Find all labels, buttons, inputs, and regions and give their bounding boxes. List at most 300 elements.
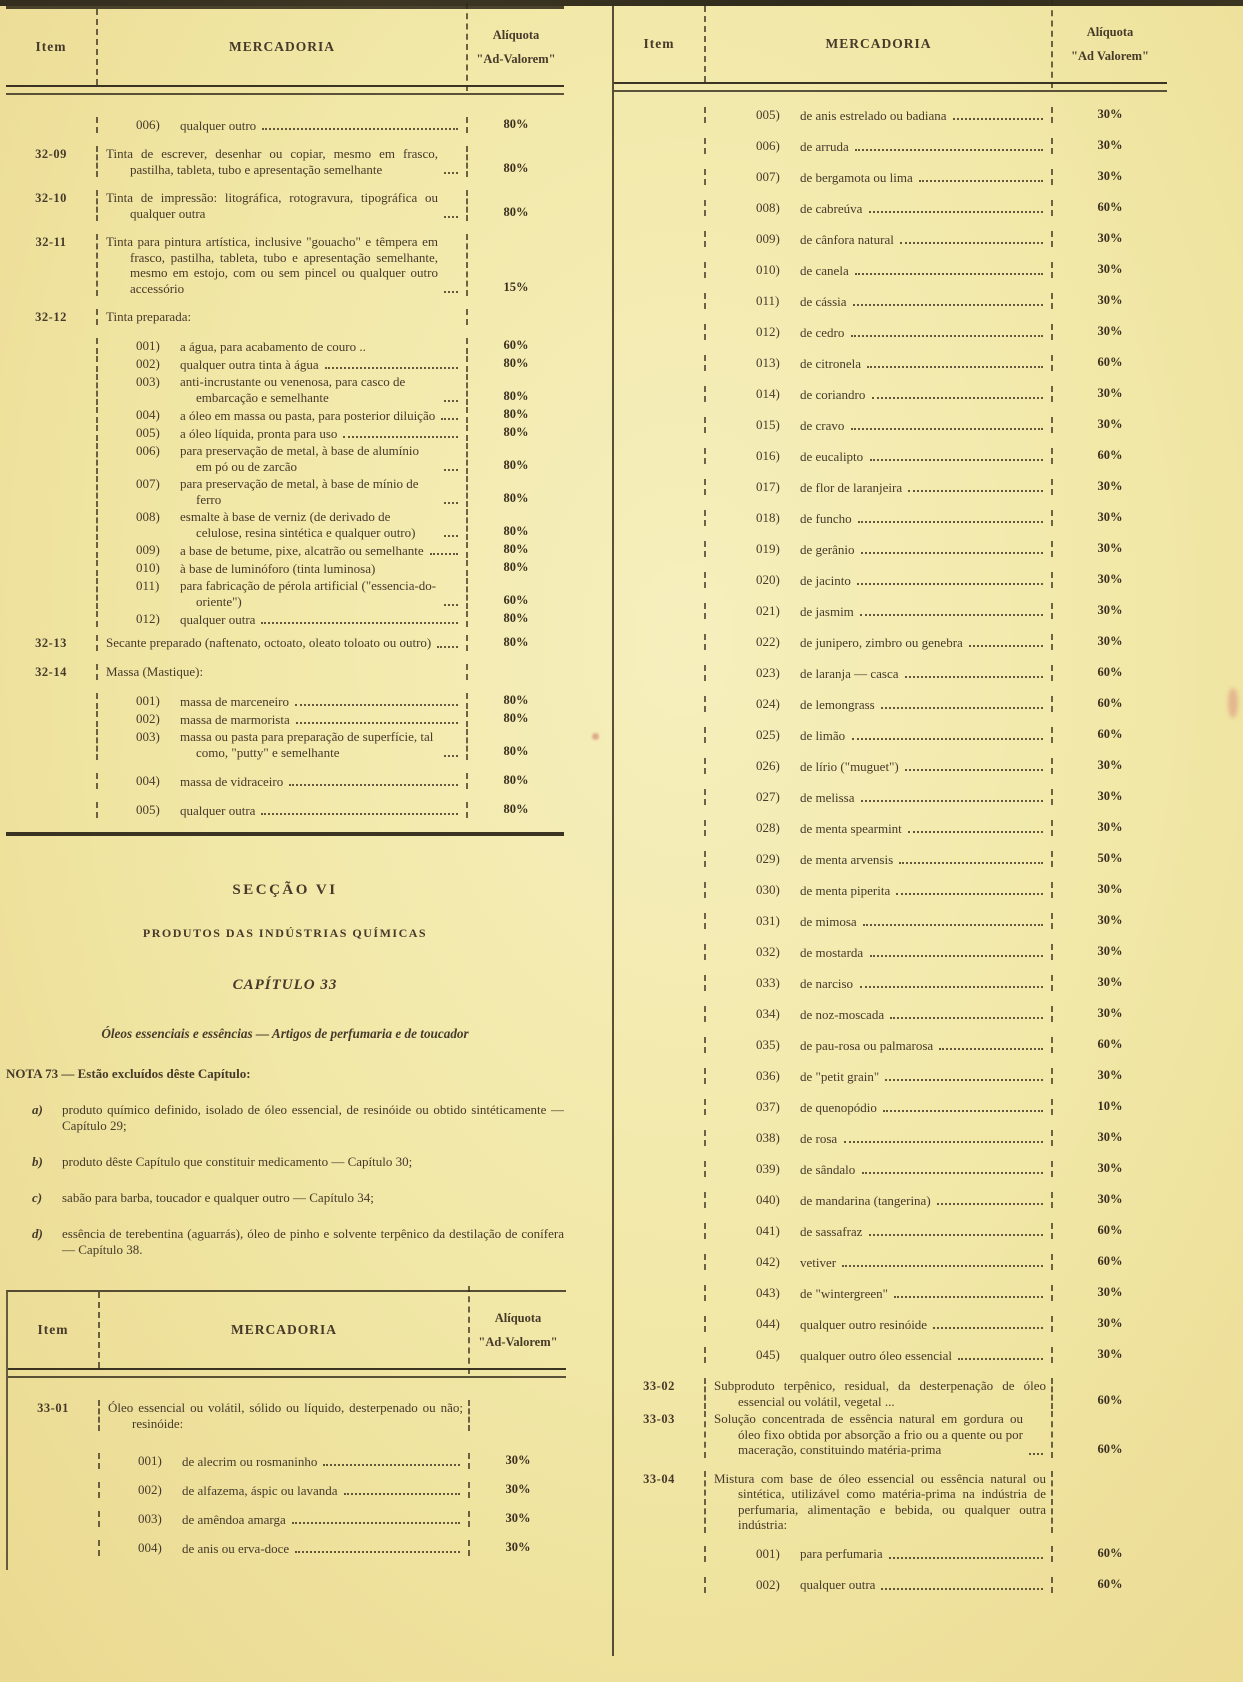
sub-item-code: 038) [756, 1130, 780, 1145]
rate-value: 80% [466, 476, 564, 507]
description-line [800, 262, 1046, 278]
table-row [614, 975, 1167, 991]
table-row [614, 1037, 1167, 1053]
table-row [614, 572, 1167, 588]
description-text: de arruda [800, 138, 849, 154]
description-cell [706, 1037, 1051, 1053]
rate-value: 60% [1051, 696, 1167, 712]
item-code [614, 1316, 706, 1332]
sub-item-code: 004) [136, 773, 160, 788]
table-row [614, 727, 1167, 743]
rate-value: 30% [468, 1540, 566, 1556]
rate-value: 30% [1051, 944, 1167, 960]
description-cell [706, 1411, 1051, 1458]
description-cell [706, 634, 1051, 650]
header-item-label: Item [35, 39, 67, 54]
sub-item-code: 043) [756, 1285, 780, 1300]
dotted-leader [900, 242, 1043, 244]
section-heading: SECÇÃO VI [232, 882, 338, 898]
sub-item-code: 017) [756, 479, 780, 494]
description-cell [706, 1285, 1051, 1301]
description-cell [706, 1192, 1051, 1208]
item-code [614, 1347, 706, 1363]
description-line [800, 572, 1046, 588]
rate-value [466, 309, 564, 325]
description-text: de limão [800, 727, 846, 743]
rate-value: 60% [466, 578, 564, 609]
rate-value: 10% [1051, 1099, 1167, 1115]
description-cell [706, 1577, 1051, 1593]
description-text: a base de betume, pixe, alcatrão ou semelhante [180, 542, 424, 558]
item-code: 32-10 [6, 190, 98, 221]
nota-item-a [6, 1102, 564, 1134]
item-code [8, 1540, 100, 1556]
description-text: de flor de laranjeira [800, 479, 903, 495]
table-row [614, 510, 1167, 526]
rate-value: 30% [1051, 603, 1167, 619]
item-code [8, 1482, 100, 1498]
item-code [8, 1511, 100, 1527]
header-item-label: Item [643, 36, 675, 51]
nota-item-letter: c) [32, 1190, 43, 1205]
description-line [800, 510, 1046, 526]
description-text: para preservação de metal, à base de alumínio em pó ou de zarcão [180, 443, 419, 474]
description-cell [706, 541, 1051, 557]
description-text: de canela [800, 262, 849, 278]
description-text: de laranja — casca [800, 665, 899, 681]
description-cell [98, 611, 466, 627]
table-row [614, 1068, 1167, 1084]
sub-item-code: 022) [756, 634, 780, 649]
nota-item-letter: d) [32, 1226, 43, 1241]
sub-item-code: 001) [138, 1453, 162, 1468]
description-line [800, 200, 1046, 216]
dotted-leader [296, 722, 458, 724]
header-mercadoria-label: MERCADORIA [825, 36, 932, 51]
description-text: de cedro [800, 324, 845, 340]
dotted-leader [860, 614, 1043, 616]
description-text: de menta spearmint [800, 820, 902, 836]
sub-item-code: 002) [138, 1482, 162, 1497]
item-code [6, 693, 98, 709]
description-cell [706, 169, 1051, 185]
table-body [614, 107, 1167, 1607]
description-cell [98, 407, 466, 423]
item-code [614, 1192, 706, 1208]
sub-item-code: 011) [756, 293, 780, 308]
table-row-item [614, 1471, 1167, 1533]
item-code [614, 1161, 706, 1177]
table-row [614, 200, 1167, 216]
dotted-leader [883, 1110, 1043, 1112]
dotted-leader [861, 552, 1043, 554]
description-cell [706, 1006, 1051, 1022]
dotted-leader [860, 986, 1043, 988]
sub-item-code: 015) [756, 417, 780, 432]
description-line [800, 1285, 1046, 1301]
rate-value: 30% [1051, 479, 1167, 495]
header-aliquota-cell [466, 3, 564, 91]
description-line [800, 107, 1046, 123]
description-text: a óleo em massa ou pasta, para posterior diluição [180, 407, 436, 423]
description-line [106, 190, 461, 221]
description-line [106, 234, 461, 296]
table-row [8, 1511, 566, 1527]
sub-item-code: 034) [756, 1006, 780, 1021]
table-row [614, 1192, 1167, 1208]
description-line [800, 231, 1046, 247]
sub-item-code: 009) [756, 231, 780, 246]
description-line [800, 448, 1046, 464]
description-text: Secante preparado (naftenato, octoato, oleato toloato ou outro) [106, 635, 432, 650]
table-row [6, 374, 564, 405]
description-line [800, 1006, 1046, 1022]
nota-item-text: produto químico definido, isolado de óleo essencial, de resinóide ou obtido sintéticamente — Capítulo 29; [62, 1102, 564, 1133]
description-cell [98, 338, 466, 354]
description-line [180, 407, 461, 423]
header-aliquota-cell [468, 1286, 566, 1374]
table-row [6, 693, 564, 709]
description-text: de cabreúva [800, 200, 863, 216]
sub-item-code: 008) [136, 509, 160, 524]
dotted-leader [444, 291, 458, 293]
item-code [6, 374, 98, 405]
rate-value: 30% [1051, 913, 1167, 929]
sub-item-code: 005) [136, 802, 160, 817]
rate-value: 30% [1051, 1285, 1167, 1301]
sub-item-code: 018) [756, 510, 780, 525]
description-line [800, 1161, 1046, 1177]
dotted-leader [890, 1017, 1043, 1019]
description-text: para fabricação de pérola artificial ("essencia-do-oriente") [180, 578, 437, 609]
rate-value: 60% [1051, 1223, 1167, 1239]
rate-value: 60% [1051, 1411, 1167, 1458]
item-code [614, 944, 706, 960]
dotted-leader [437, 646, 458, 648]
description-cell [706, 1223, 1051, 1239]
tariff-table-lower-left [6, 1290, 566, 1570]
rate-value: 60% [1051, 448, 1167, 464]
dotted-leader [867, 366, 1043, 368]
nota-item-d [6, 1226, 564, 1258]
table-row [614, 882, 1167, 898]
item-code [614, 231, 706, 247]
description-text: Tinta de impressão: litográfica, rotogravura, tipográfica ou qualquer outra [106, 190, 438, 221]
description-line [800, 1316, 1046, 1332]
item-code: 32-09 [6, 146, 98, 177]
description-text: de anis estrelado ou badiana [800, 107, 947, 123]
sub-item-code: 031) [756, 913, 780, 928]
table-row [614, 448, 1167, 464]
item-code [6, 117, 98, 133]
dotted-leader [896, 893, 1043, 895]
dotted-leader [899, 862, 1043, 864]
sub-item-code: 006) [756, 138, 780, 153]
description-text: Mistura com base de óleo essencial ou essência natural ou sintética, utilizável como matéria-prima na indústria de perfumaria, alimentação e bebida, ou qualquer outra indústria: [714, 1470, 1046, 1532]
sub-item-code: 003) [136, 729, 160, 744]
description-cell [98, 729, 466, 760]
table-row [8, 1482, 566, 1498]
rate-value: 30% [1051, 634, 1167, 650]
description-text: qualquer outro resinóide [800, 1316, 928, 1332]
description-text: de gerânio [800, 541, 855, 557]
dotted-leader [851, 428, 1043, 430]
description-line [182, 1511, 463, 1527]
dotted-leader [881, 1588, 1043, 1590]
dotted-leader [858, 521, 1043, 523]
rate-value: 30% [1051, 386, 1167, 402]
nota-item-text: sabão para barba, toucador e qualquer outro — Capítulo 34; [62, 1190, 374, 1205]
description-line [800, 603, 1046, 619]
description-cell [98, 190, 466, 221]
table-row [6, 117, 564, 133]
description-line [800, 1099, 1046, 1115]
dotted-leader [289, 784, 458, 786]
table-row [614, 417, 1167, 433]
rate-value: 80% [466, 693, 564, 709]
dotted-leader [444, 400, 458, 402]
table-row [8, 1540, 566, 1556]
rate-value: 30% [1051, 293, 1167, 309]
nota-item-c [6, 1190, 564, 1206]
description-line [800, 1254, 1046, 1270]
table-row-item [6, 664, 564, 680]
sub-item-code: 028) [756, 820, 780, 835]
header-mercadoria-label: MERCADORIA [231, 1322, 337, 1337]
item-code: 32-11 [6, 234, 98, 296]
rate-value: 60% [1051, 1546, 1167, 1562]
description-line [800, 851, 1046, 867]
rate-value: 30% [468, 1453, 566, 1469]
description-line [714, 1471, 1046, 1533]
description-cell [98, 802, 466, 818]
description-line [800, 541, 1046, 557]
description-cell [706, 1130, 1051, 1146]
nota-item-b [6, 1154, 564, 1170]
description-cell [706, 231, 1051, 247]
table-row [614, 944, 1167, 960]
item-code [6, 509, 98, 540]
rate-value: 80% [466, 773, 564, 789]
rate-value: 80% [466, 356, 564, 372]
dotted-leader [261, 622, 458, 624]
sub-item-code: 001) [756, 1545, 780, 1561]
rate-value: 80% [466, 374, 564, 405]
table-header [8, 1292, 566, 1368]
item-code [6, 425, 98, 441]
item-code [614, 696, 706, 712]
description-line [800, 1223, 1046, 1239]
table-row [614, 1254, 1167, 1270]
dotted-leader [857, 583, 1043, 585]
item-code [614, 727, 706, 743]
description-line [180, 374, 461, 405]
dotted-leader [855, 273, 1043, 275]
rate-value: 30% [468, 1482, 566, 1498]
table-row [6, 443, 564, 474]
description-line [182, 1453, 463, 1469]
table-row [614, 758, 1167, 774]
description-text: de alecrim ou rosmaninho [182, 1453, 318, 1469]
description-line [182, 1482, 463, 1498]
sub-item-code: 004) [136, 407, 160, 422]
dotted-leader [292, 1522, 460, 1524]
description-cell [706, 448, 1051, 464]
item-code [6, 407, 98, 423]
description-text: massa de marmorista [180, 711, 290, 727]
description-line [180, 542, 461, 558]
description-line [800, 944, 1046, 960]
description-line [180, 802, 461, 818]
dotted-leader [343, 436, 458, 438]
sub-item-code: 010) [756, 262, 780, 277]
item-code [614, 665, 706, 681]
description-line [800, 1037, 1046, 1053]
description-text: de cássia [800, 293, 847, 309]
description-text: Massa (Mastique): [106, 664, 204, 679]
item-code [6, 356, 98, 372]
description-line [800, 727, 1046, 743]
description-text: de lemongrass [800, 696, 875, 712]
description-cell [706, 665, 1051, 681]
dotted-leader [885, 1079, 1043, 1081]
rate-value: 60% [1051, 1037, 1167, 1053]
description-cell [706, 324, 1051, 340]
description-cell [706, 1099, 1051, 1115]
dotted-leader [1029, 1453, 1043, 1455]
description-text: Óleo essencial ou volátil, sólido ou líquido, desterpenado ou não; resinóide: [108, 1400, 463, 1431]
table-row [6, 338, 564, 354]
item-code [614, 1130, 706, 1146]
description-text: de coriandro [800, 386, 866, 402]
sub-item-code: 006) [136, 117, 160, 132]
header-advalorem-label: "Ad-Valorem" [478, 1334, 558, 1349]
rate-value: 80% [466, 542, 564, 558]
table-row-item [8, 1400, 566, 1431]
item-code [614, 324, 706, 340]
sub-item-code: 042) [756, 1254, 780, 1269]
description-text: de mimosa [800, 913, 857, 929]
item-code [614, 913, 706, 929]
dotted-leader [325, 367, 458, 369]
right-column [612, 6, 1167, 1656]
item-code [614, 758, 706, 774]
sub-item-code: 013) [756, 355, 780, 370]
sub-item-code: 008) [756, 200, 780, 215]
description-cell [98, 509, 466, 540]
dotted-leader [869, 1234, 1043, 1236]
description-line [800, 1130, 1046, 1146]
rate-value: 30% [1051, 1192, 1167, 1208]
description-cell [706, 975, 1051, 991]
table-row [614, 1223, 1167, 1239]
description-text: anti-incrustante ou venenosa, para casco de embarcação e semelhante [180, 374, 406, 405]
table-row [614, 541, 1167, 557]
item-code [614, 200, 706, 216]
item-code [614, 262, 706, 278]
description-text: de alfazema, áspic ou lavanda [182, 1482, 338, 1498]
description-line [714, 1378, 1046, 1409]
table-row [6, 356, 564, 372]
description-line [106, 146, 461, 177]
description-cell [100, 1482, 468, 1498]
sub-item-code: 024) [756, 696, 780, 711]
description-cell [706, 510, 1051, 526]
description-text: de lírio ("muguet") [800, 758, 899, 774]
sub-item-code: 030) [756, 882, 780, 897]
description-line [182, 1540, 463, 1556]
item-code [6, 578, 98, 609]
rate-value: 30% [1051, 1006, 1167, 1022]
description-text: de bergamota ou lima [800, 169, 913, 185]
description-line [108, 1400, 463, 1431]
rate-value: 30% [468, 1511, 566, 1527]
rate-value: 30% [1051, 1161, 1167, 1177]
sub-item-code: 004) [138, 1540, 162, 1555]
description-line [180, 578, 461, 609]
description-cell [98, 425, 466, 441]
table-row [614, 603, 1167, 619]
dotted-leader [444, 755, 458, 757]
table-row [8, 1453, 566, 1469]
rate-value: 30% [1051, 510, 1167, 526]
item-code [614, 851, 706, 867]
rate-value: 30% [1051, 758, 1167, 774]
dotted-leader [937, 1203, 1043, 1205]
tariff-table-upper-left [6, 6, 564, 836]
description-text: massa de vidraceiro [180, 773, 284, 789]
description-text: qualquer outra [180, 802, 256, 818]
rate-value: 80% [466, 802, 564, 818]
rate-value: 30% [1051, 107, 1167, 123]
item-code [614, 1285, 706, 1301]
sub-item-code: 027) [756, 789, 780, 804]
description-cell [98, 711, 466, 727]
table-row [614, 386, 1167, 402]
item-code [614, 107, 706, 123]
table-row [614, 851, 1167, 867]
rate-value: 60% [1051, 200, 1167, 216]
dotted-leader [905, 676, 1043, 678]
sub-item-code: 041) [756, 1223, 780, 1238]
rate-value: 80% [466, 729, 564, 760]
sub-item-code: 016) [756, 448, 780, 463]
table-row [6, 711, 564, 727]
chapter-title: Óleos essenciais e essências — Artigos de perfumaria e de toucador [101, 1026, 469, 1041]
item-code [6, 560, 98, 576]
rate-value: 80% [466, 190, 564, 221]
description-text: de narciso [800, 975, 854, 991]
dotted-leader [855, 149, 1043, 151]
description-line [800, 138, 1046, 154]
item-code: 32-14 [6, 664, 98, 680]
sub-item-code: 036) [756, 1068, 780, 1083]
sub-item-code: 029) [756, 851, 780, 866]
description-cell [100, 1453, 468, 1469]
description-cell [706, 882, 1051, 898]
rate-value: 60% [1051, 665, 1167, 681]
description-line [180, 509, 461, 540]
header-advalorem-label: "Ad-Valorem" [476, 51, 556, 66]
description-cell [706, 107, 1051, 123]
description-line [800, 479, 1046, 495]
rate-value: 30% [1051, 324, 1167, 340]
dotted-leader [444, 535, 458, 537]
description-text: Subproduto terpênico, residual, da desterpenação de óleo essencial ou volátil, vegetal ... [714, 1378, 1046, 1409]
header-item-cell [8, 1292, 100, 1368]
description-cell [706, 851, 1051, 867]
table-row-item [6, 635, 564, 651]
